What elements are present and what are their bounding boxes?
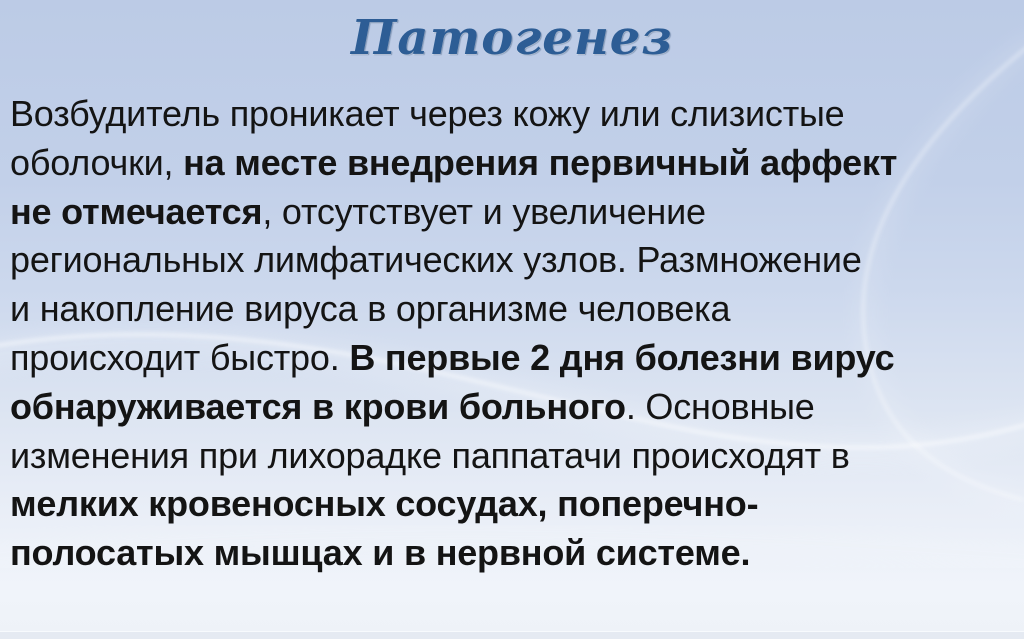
text-run: , отсутствует и увеличение: [262, 190, 706, 232]
text-run: региональных лимфатических узлов. Размножение: [10, 239, 862, 281]
body-text-line: [10, 334, 1020, 383]
body-text-line: [10, 90, 1020, 139]
body-text-line: [10, 480, 1020, 529]
body-text-line: [10, 285, 1020, 334]
body-text-line: [10, 236, 1020, 285]
body-text-line: [10, 188, 1020, 237]
text-run: на месте внедрения первичный аффект: [183, 141, 898, 183]
text-run: изменения при лихорадке паппатачи происходят в: [10, 434, 850, 476]
text-run: и накопление вируса в организме человека: [10, 288, 731, 330]
text-run: не отмечается: [10, 190, 263, 232]
body-text-line: [10, 432, 1020, 481]
text-run: оболочки,: [10, 141, 184, 183]
text-run: Возбудитель проникает через кожу или слизистые: [10, 93, 845, 134]
text-run: полосатых мышцах и в нервной системе.: [10, 532, 751, 574]
bottom-strip: [0, 631, 1024, 639]
body-text-line: [10, 529, 1020, 578]
text-run: происходит быстро.: [10, 336, 350, 378]
text-run: обнаруживается в крови больного: [10, 385, 626, 427]
body-text: [10, 90, 1020, 578]
text-run: мелких кровеносных сосудах, поперечно-: [10, 483, 759, 525]
body-text-line: [10, 139, 1020, 188]
text-run: В первые 2 дня болезни вирус: [349, 336, 895, 378]
body-text-line: [10, 383, 1020, 432]
slide-title: Патогенез: [351, 10, 673, 66]
text-run: . Основные: [625, 385, 815, 427]
